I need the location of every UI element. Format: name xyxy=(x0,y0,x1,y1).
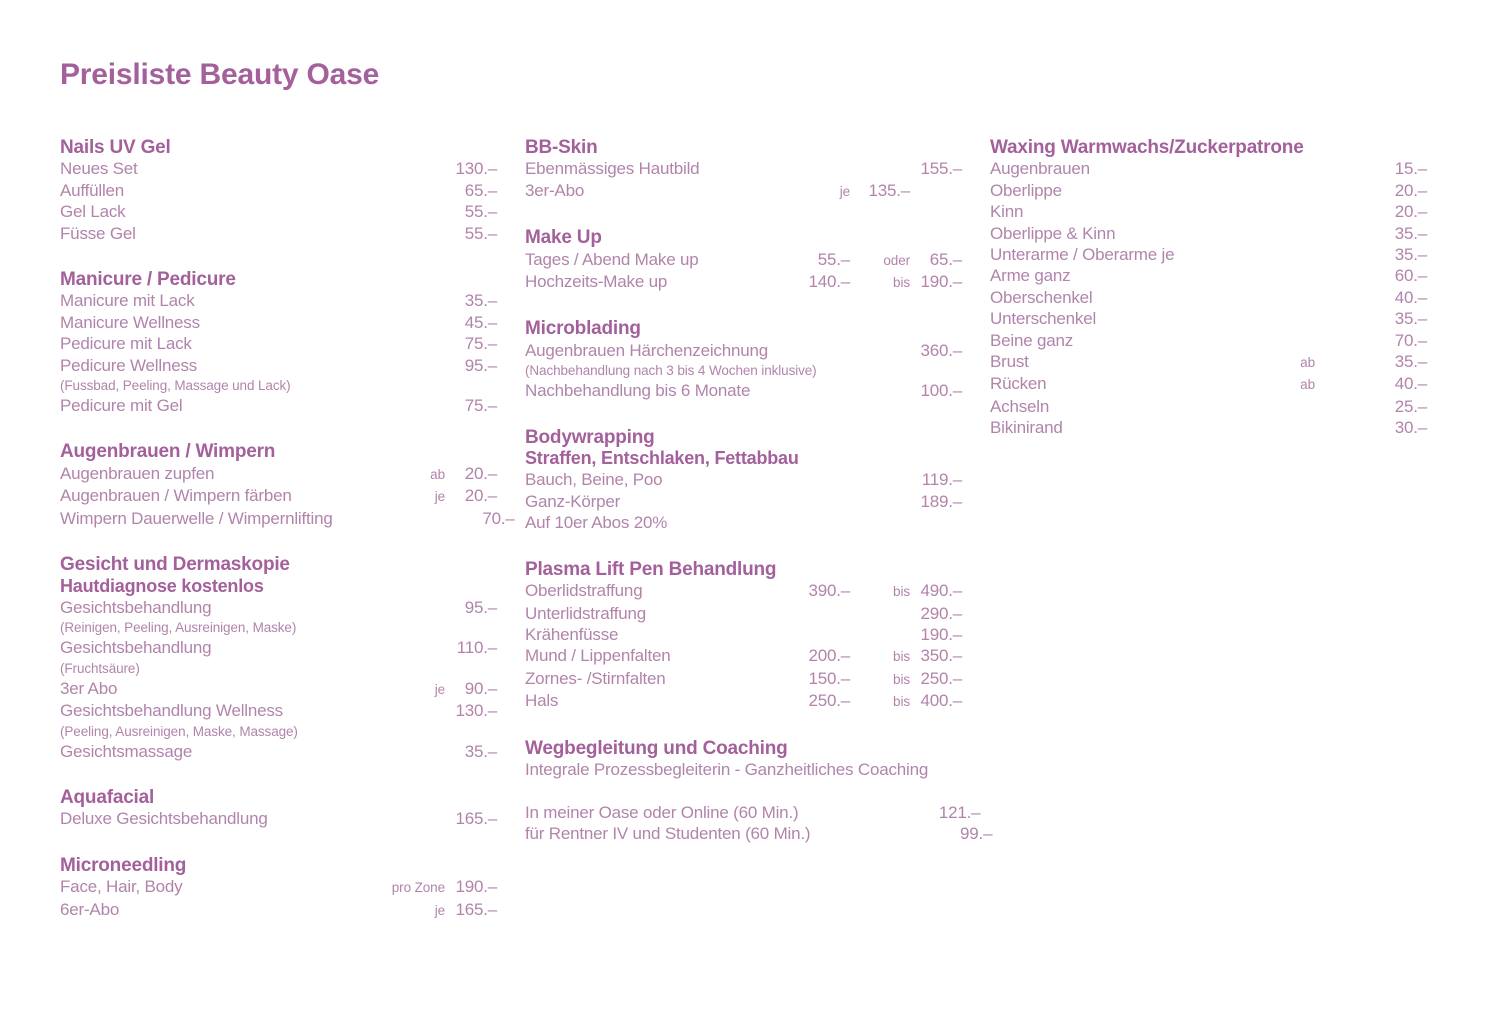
item-price: 75.– xyxy=(464,334,497,354)
item-label: Augenbrauen zupfen xyxy=(60,463,215,483)
item-note: (Fussbad, Peeling, Massage und Lack) xyxy=(60,378,291,394)
section-make-up xyxy=(525,227,962,293)
item-note: (Reinigen, Peeling, Ausreinigen, Maske) xyxy=(60,620,297,636)
section-header: Nails UV Gel xyxy=(60,137,171,158)
price-row xyxy=(990,373,1427,395)
price-row xyxy=(60,333,497,354)
price-row xyxy=(60,808,497,829)
item-label: Deluxe Gesichtsbehandlung xyxy=(60,809,268,829)
item-label: Kinn xyxy=(990,202,1024,222)
item-price: 165.– xyxy=(455,899,497,919)
item-note: (Fruchtsäure) xyxy=(60,660,140,676)
section-microneedling xyxy=(60,855,497,921)
item-price: 20.– xyxy=(464,486,497,506)
price-row xyxy=(60,899,497,921)
item-price: 100.– xyxy=(920,381,962,401)
price-row xyxy=(525,823,993,844)
price-row xyxy=(60,700,497,721)
item-label: 3er-Abo xyxy=(525,180,585,200)
item-label: Gesichtsbehandlung xyxy=(60,597,212,617)
price-row xyxy=(990,201,1427,222)
price-row xyxy=(60,290,497,311)
section-subheader: Hautdiagnose kostenlos xyxy=(60,575,264,596)
item-label: Mund / Lippenfalten xyxy=(525,646,671,666)
item-label: Unterarme / Oberarme je xyxy=(990,245,1175,265)
price-row xyxy=(990,396,1427,417)
item-price: 70.– xyxy=(1394,330,1427,350)
item-price: 55.– xyxy=(817,249,850,269)
section-gesicht-und-dermaskopie xyxy=(60,554,497,762)
item-qualifier: bis xyxy=(893,649,910,665)
item-label: Beine ganz xyxy=(990,330,1074,350)
section-wegbegleitung-und-coaching xyxy=(525,737,993,845)
price-row xyxy=(525,271,962,293)
item-label: Gesichtsbehandlung Wellness xyxy=(60,701,283,721)
item-price: 110.– xyxy=(456,638,497,658)
price-row xyxy=(60,312,497,333)
section-manicure-pedicure xyxy=(60,269,497,416)
section-header: Wegbegleitung und Coaching xyxy=(525,737,788,759)
item-label: Oberschenkel xyxy=(990,287,1093,307)
price-row xyxy=(60,678,497,700)
item-price: 70.– xyxy=(482,508,515,528)
item-qualifier: je xyxy=(434,681,445,697)
item-label: Tages / Abend Make up xyxy=(525,249,699,269)
item-label: Unterlidstraffung xyxy=(525,603,647,623)
price-row xyxy=(525,690,962,712)
item-price: 75.– xyxy=(464,396,497,416)
price-row xyxy=(60,597,497,618)
item-qualifier: bis xyxy=(893,671,910,687)
item-label: Achseln xyxy=(990,396,1050,416)
price-row xyxy=(60,223,497,244)
item-label: Augenbrauen xyxy=(990,159,1090,179)
item-label: Nachbehandlung bis 6 Monate xyxy=(525,381,751,401)
price-row xyxy=(525,469,962,490)
price-row xyxy=(525,180,962,202)
item-label: Oberlippe xyxy=(990,180,1062,200)
item-label: Brust xyxy=(990,352,1029,372)
item-price: 165.– xyxy=(455,809,497,829)
item-qualifier: bis xyxy=(893,694,910,710)
item-label: Hochzeits-Make up xyxy=(525,272,668,292)
column-1 xyxy=(60,137,515,946)
item-label: Füsse Gel xyxy=(60,223,136,243)
item-qualifier: je xyxy=(434,902,445,918)
item-price: 130.– xyxy=(455,159,497,179)
item-price: 20.– xyxy=(464,463,497,483)
item-label: Oberlippe & Kinn xyxy=(990,223,1116,243)
item-price: 490.– xyxy=(920,581,962,601)
item-qualifier: bis xyxy=(893,275,910,291)
section-header: Plasma Lift Pen Behandlung xyxy=(525,558,777,580)
item-qualifier: je xyxy=(839,183,850,199)
item-price: 35.– xyxy=(1394,245,1427,265)
item-price: 35.– xyxy=(1394,352,1427,372)
item-label: Ebenmässiges Hautbild xyxy=(525,159,700,179)
price-row xyxy=(990,244,1427,265)
item-label: Pedicure mit Lack xyxy=(60,334,192,354)
item-price: 155.– xyxy=(920,159,962,179)
item-label: Bauch, Beine, Poo xyxy=(525,470,663,490)
item-label: Augenbrauen / Wimpern färben xyxy=(60,486,292,506)
item-note: (Nachbehandlung nach 3 bis 4 Wochen inklusive) xyxy=(525,363,817,379)
price-columns xyxy=(60,137,1500,946)
item-price: 200.– xyxy=(808,646,850,666)
spacer xyxy=(525,780,962,801)
price-row xyxy=(525,340,962,361)
item-price: 90.– xyxy=(464,678,497,698)
item-price: 55.– xyxy=(464,223,497,243)
item-label: Integrale Prozessbegleiterin - Ganzheitliches Coaching xyxy=(525,759,929,779)
item-price: 35.– xyxy=(464,741,497,761)
price-row xyxy=(990,287,1427,308)
item-label: Rücken xyxy=(990,374,1047,394)
section-header: Waxing Warmwachs/Zuckerpatrone xyxy=(990,137,1304,158)
item-label: 6er-Abo xyxy=(60,899,120,919)
item-label: Oberlidstraffung xyxy=(525,581,643,601)
item-price: 290.– xyxy=(920,603,962,623)
item-label: Manicure mit Lack xyxy=(60,291,195,311)
item-label: Augenbrauen Härchenzeichnung xyxy=(525,340,768,360)
item-label: In meiner Oase oder Online (60 Min.) xyxy=(525,802,799,822)
price-row xyxy=(60,395,497,416)
item-qualifier: ab xyxy=(1300,377,1315,393)
section-aquafacial xyxy=(60,787,497,830)
item-label: Pedicure mit Gel xyxy=(60,396,183,416)
item-label: Neues Set xyxy=(60,159,138,179)
section-augenbrauen-wimpern xyxy=(60,441,515,529)
section-header: Gesicht und Dermaskopie xyxy=(60,554,290,576)
item-price: 119.– xyxy=(921,470,962,490)
price-row xyxy=(990,330,1427,351)
item-qualifier: pro Zone xyxy=(391,880,445,896)
item-label: Gel Lack xyxy=(60,202,126,222)
item-price: 250.– xyxy=(808,691,850,711)
column-3 xyxy=(990,137,1427,946)
section-plasma-lift-pen-behandlung xyxy=(525,559,962,713)
item-price: 35.– xyxy=(464,291,497,311)
price-row xyxy=(60,463,497,485)
item-price: 30.– xyxy=(1394,418,1427,438)
section-header: Microneedling xyxy=(60,854,187,876)
price-row xyxy=(525,603,962,624)
item-price: 35.– xyxy=(1394,309,1427,329)
price-row xyxy=(60,355,497,376)
price-row xyxy=(60,741,497,762)
section-header: Aquafacial xyxy=(60,786,155,808)
item-price: 40.– xyxy=(1394,374,1427,394)
section-header: BB-Skin xyxy=(525,137,598,158)
price-row xyxy=(525,380,962,401)
item-price: 99.– xyxy=(960,824,993,844)
column-2 xyxy=(525,137,993,946)
price-row xyxy=(990,417,1427,438)
price-row xyxy=(60,201,497,222)
item-qualifier: bis xyxy=(893,584,910,600)
price-row xyxy=(60,485,497,507)
item-price: 190.– xyxy=(920,272,962,292)
item-price: 130.– xyxy=(455,701,497,721)
price-row xyxy=(525,491,962,512)
item-qualifier: oder xyxy=(883,252,910,268)
price-row xyxy=(525,512,962,533)
price-row xyxy=(990,351,1427,373)
item-label: Manicure Wellness xyxy=(60,312,200,332)
price-row xyxy=(60,158,497,179)
section-header: Make Up xyxy=(525,227,602,249)
price-row xyxy=(525,580,962,602)
item-label: Unterschenkel xyxy=(990,309,1097,329)
item-qualifier: ab xyxy=(430,466,445,482)
price-row xyxy=(525,158,962,179)
item-label: Zornes- /Stirnfalten xyxy=(525,668,666,688)
price-row xyxy=(60,508,515,529)
section-subheader: Straffen, Entschlaken, Fettabbau xyxy=(525,448,799,469)
item-price: 35.– xyxy=(1394,223,1427,243)
item-price: 65.– xyxy=(929,249,962,269)
item-price: 95.– xyxy=(464,597,497,617)
item-price: 360.– xyxy=(920,340,962,360)
section-microblading xyxy=(525,318,962,401)
section-nails-uv-gel xyxy=(60,137,497,244)
item-label: Auffüllen xyxy=(60,180,125,200)
item-price: 121.– xyxy=(938,802,981,822)
item-qualifier: je xyxy=(434,489,445,505)
item-price: 400.– xyxy=(920,691,962,711)
item-price: 250.– xyxy=(920,668,962,688)
item-price: 20.– xyxy=(1394,180,1427,200)
item-label: Krähenfüsse xyxy=(525,624,619,644)
item-label: Hals xyxy=(525,691,559,711)
price-row xyxy=(525,645,962,667)
price-row xyxy=(525,759,962,780)
item-label: 3er Abo xyxy=(60,678,118,698)
item-price: 95.– xyxy=(464,355,497,375)
item-label: Gesichtsmassage xyxy=(60,741,193,761)
item-price: 60.– xyxy=(1394,266,1427,286)
item-price: 190.– xyxy=(920,624,962,644)
item-price: 140.– xyxy=(808,272,850,292)
price-row xyxy=(525,802,981,823)
item-label: Gesichtsbehandlung xyxy=(60,638,212,658)
item-label: Pedicure Wellness xyxy=(60,355,198,375)
price-row xyxy=(525,624,962,645)
price-row xyxy=(525,668,962,690)
item-price: 40.– xyxy=(1394,287,1427,307)
price-row xyxy=(990,158,1427,179)
item-qualifier: ab xyxy=(1300,355,1315,371)
price-row xyxy=(525,249,962,271)
item-price: 190.– xyxy=(455,877,497,897)
price-row xyxy=(60,876,497,898)
section-header: Manicure / Pedicure xyxy=(60,269,236,291)
section-waxing-warmwachs-zuckerpatrone xyxy=(990,137,1427,439)
price-row xyxy=(990,180,1427,201)
item-label: Arme ganz xyxy=(990,266,1071,286)
section-bodywrapping xyxy=(525,427,962,534)
item-price: 390.– xyxy=(808,581,850,601)
item-price: 135.– xyxy=(868,180,910,200)
item-label: Bikinirand xyxy=(990,418,1063,438)
item-price: 189.– xyxy=(920,491,962,511)
item-label: Auf 10er Abos 20% xyxy=(525,513,668,533)
item-price: 20.– xyxy=(1394,202,1427,222)
price-row xyxy=(990,308,1427,329)
item-label: für Rentner IV und Studenten (60 Min.) xyxy=(525,824,811,844)
item-price: 15.– xyxy=(1394,159,1427,179)
item-note: (Peeling, Ausreinigen, Maske, Massage) xyxy=(60,723,298,739)
page-title: Preisliste Beauty Oase xyxy=(60,58,380,91)
section-header: Bodywrapping xyxy=(525,426,655,448)
item-price: 55.– xyxy=(464,202,497,222)
item-price: 350.– xyxy=(920,646,962,666)
price-row xyxy=(990,223,1427,244)
price-row xyxy=(990,265,1427,286)
item-price: 65.– xyxy=(464,180,497,200)
section-header: Augenbrauen / Wimpern xyxy=(60,441,276,463)
item-price: 45.– xyxy=(464,312,497,332)
price-row xyxy=(60,637,497,658)
item-label: Wimpern Dauerwelle / Wimpernlifting xyxy=(60,508,333,528)
item-price: 150.– xyxy=(808,668,850,688)
item-label: Ganz-Körper xyxy=(525,491,621,511)
section-header: Microblading xyxy=(525,318,641,340)
section-bb-skin xyxy=(525,137,962,202)
item-price: 25.– xyxy=(1394,396,1427,416)
price-row xyxy=(60,180,497,201)
item-label: Face, Hair, Body xyxy=(60,877,183,897)
